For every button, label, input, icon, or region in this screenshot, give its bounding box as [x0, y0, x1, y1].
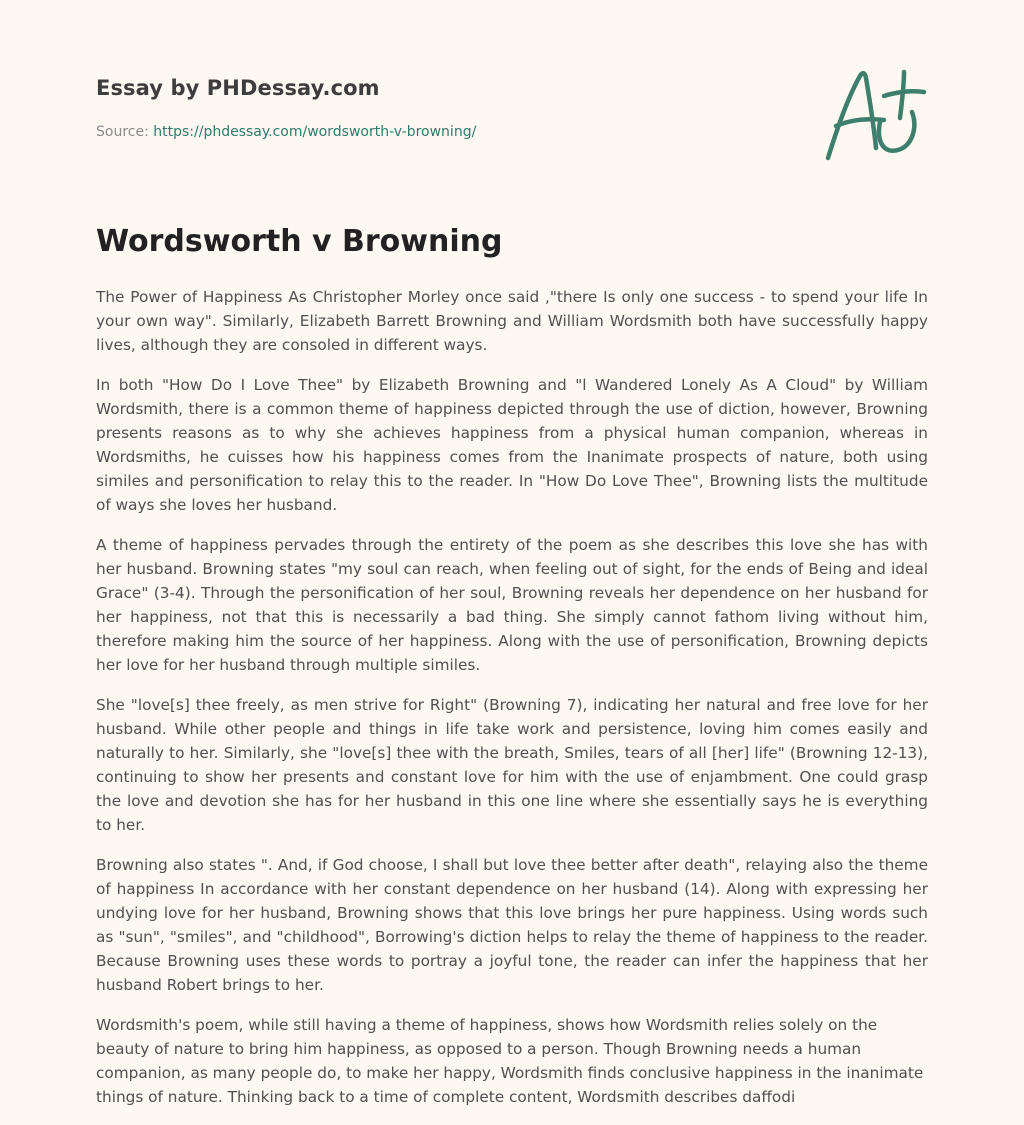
essay-body — [96, 285, 928, 1125]
essay-title: Wordsworth v Browning — [96, 224, 503, 259]
essay-paragraph: Browning also states ". And, if God choose, I shall but love thee better after death", relaying also the theme of happiness In accordance with her constant dependence on her husband (14). Along with expressing her undying love for her husband, Browning shows that this love brings her pure happiness. Using words such as "sun", "smiles", and "childhood", Borrowing's diction helps to relay the theme of happiness to the reader. Because Browning uses these words to portray a joyful tone, the reader can infer the happiness that her husband Robert brings to her. — [96, 856, 928, 994]
site-brand: Essay by PHDessay.com — [96, 76, 380, 100]
source-link[interactable]: https://phdessay.com/wordsworth-v-browning/ — [153, 124, 477, 140]
a-plus-logo-icon — [818, 62, 928, 168]
essay-paragraph: Wordsmith's poem, while still having a theme of happiness, shows how Wordsmith relies solely on the beauty of nature to bring him happiness, as opposed to a person. Though Browning needs a human companion, as many people do, to make her happy, Wordsmith finds conclusive happiness in the inanimate things of nature. Thinking back to a time of complete content, Wordsmith describes daffodi — [96, 1016, 924, 1106]
essay-paragraph: She "love[s] thee freely, as men strive for Right" (Browning 7), indicating her natural and free love for her husband. While other people and things in life take work and persistence, loving him comes easily and naturally to her. Similarly, she "love[s] thee with the breath, Smiles, tears of all [her] life" (Browning 12-13), continuing to show her presents and constant love for him with the use of enjambment. One could grasp the love and devotion she has for her husband in this one line where she essentially says he is everything to her. — [96, 696, 928, 834]
page-header — [96, 76, 928, 140]
essay-paragraph: In both "How Do I Love Thee" by Elizabeth Browning and "l Wandered Lonely As A Cloud" by William Wordsmith, there is a common theme of happiness depicted through the use of diction, however, Browning presents reasons as to why she achieves happiness from a physical human companion, whereas in Wordsmiths, he cuisses how his happiness comes from the Inanimate prospects of nature, both using similes and personification to relay this to the reader. In "How Do Love Thee", Browning lists the multitude of ways she loves her husband. — [96, 376, 928, 514]
essay-paragraph: A theme of happiness pervades through the entirety of the poem as she describes this love she has with her husband. Browning states "my soul can reach, when feeling out of sight, for the ends of Being and ideal Grace" (3-4). Through the personification of her soul, Browning reveals her dependence on her husband for her happiness, not that this is necessarily a bad thing. She simply cannot fathom living without him, therefore making him the source of her happiness. Along with the use of personification, Browning depicts her love for her husband through multiple similes. — [96, 536, 928, 674]
source-line — [96, 124, 928, 140]
essay-paragraph: The Power of Happiness As Christopher Morley once said ,"there Is only one success - to spend your life In your own way". Similarly, Elizabeth Barrett Browning and William Wordsmith both have successfully happy lives, although they are consoled in different ways. — [96, 288, 928, 354]
source-label: Source: — [96, 124, 149, 140]
